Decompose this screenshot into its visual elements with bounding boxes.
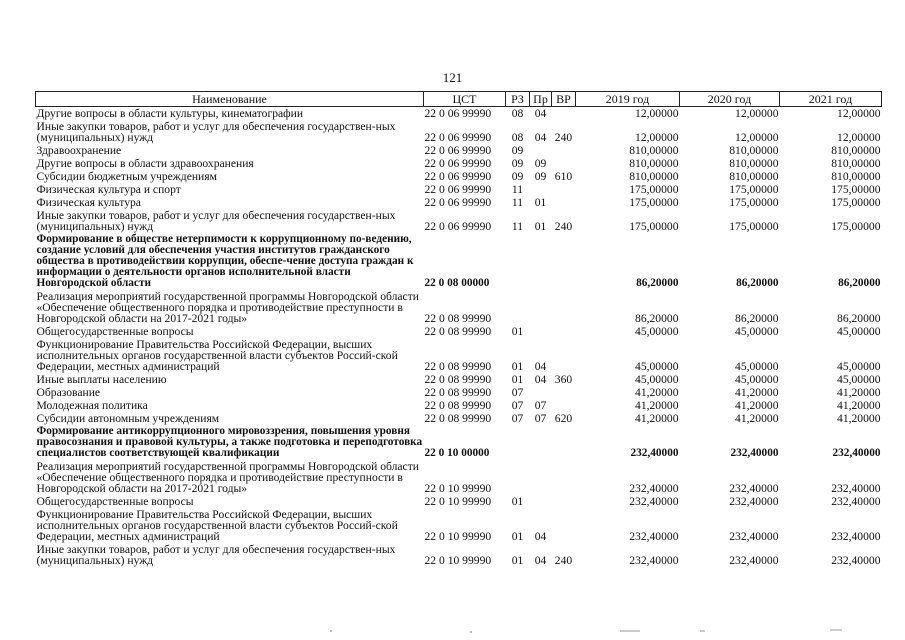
cell-pr: 01	[534, 220, 547, 233]
cell-pr: 04	[534, 360, 547, 373]
table-row	[36, 338, 882, 373]
cell-rz: 09	[511, 170, 524, 183]
cell-pr	[530, 325, 552, 338]
cell-pr	[530, 386, 552, 399]
cell-2021: 86,20000	[838, 277, 881, 289]
cell-vr	[552, 107, 576, 121]
cell-2019: 86,20000	[636, 277, 679, 289]
header-name: Наименование	[36, 92, 424, 107]
cell-vr: 610	[554, 170, 573, 183]
cell-name: Общегосударственные вопросы	[36, 495, 194, 508]
cell-vr	[552, 338, 576, 373]
cell-2020: 810,00000	[729, 170, 779, 183]
cell-name: Субсидии бюджетным учреждениям	[36, 170, 217, 183]
table-row	[36, 460, 882, 495]
header-vr: ВР	[552, 92, 576, 107]
cell-name: Иные выплаты населению	[36, 373, 167, 386]
cell-2019: 12,00000	[635, 107, 679, 120]
cell-rz: 07	[511, 399, 524, 412]
cell-vr	[552, 144, 576, 157]
cell-2020: 12,00000	[735, 107, 779, 120]
table-row	[36, 144, 882, 157]
cell-2020: 41,20000	[735, 412, 779, 425]
cell-rz	[506, 290, 530, 325]
cell-vr	[552, 460, 576, 495]
cell-2019: 232,40000	[629, 554, 679, 567]
budget-table	[35, 91, 882, 567]
cell-vr	[552, 157, 576, 170]
cell-csr: 22 0 06 99990	[424, 107, 492, 120]
cell-vr	[552, 183, 576, 196]
cell-pr	[530, 495, 552, 508]
cell-pr: 09	[534, 170, 547, 183]
cell-2020: 232,40000	[729, 495, 779, 508]
cell-2019: 175,00000	[629, 196, 679, 209]
cell-csr: 22 0 08 99990	[424, 399, 492, 412]
cell-2020: 175,00000	[729, 220, 779, 233]
cell-pr: 04	[534, 554, 547, 567]
cell-vr	[552, 386, 576, 399]
cell-vr	[552, 325, 576, 338]
table-body	[36, 107, 882, 568]
cell-name: Иные закупки товаров, работ и услуг для обеспечения государствен-ных (муниципальных) нужд	[36, 209, 396, 233]
table-row	[36, 157, 882, 170]
table-row	[36, 543, 882, 567]
table-row	[36, 107, 882, 121]
cell-2020: 86,20000	[735, 312, 779, 325]
cell-csr: 22 0 08 00000	[424, 277, 490, 289]
cell-2020: 232,40000	[729, 482, 779, 495]
cell-name: Функционирование Правительства Российской Федерации, высших исполнительных органов государственной власти субъектов Россий-ской Федерации, местных администраций	[36, 508, 398, 543]
cell-pr: 04	[534, 107, 547, 120]
cell-2019: 810,00000	[629, 157, 679, 170]
header-pr: Пр	[530, 92, 552, 107]
cell-rz: 08	[511, 107, 524, 120]
table-row	[36, 290, 882, 325]
cell-vr	[552, 233, 576, 290]
cell-rz: 09	[511, 144, 524, 157]
cell-name: Формирование в обществе нетерпимости к коррупционному по-ведению, создание условий для обеспечения участия институтов гражданского общества в противодействии коррупции, обеспе-чение доступа граждан к информации о деятельности органов исполнительной власти Новгородской области	[36, 233, 414, 289]
cell-2020: 45,00000	[735, 373, 779, 386]
cell-2019: 12,00000	[635, 131, 679, 144]
cell-rz: 01	[511, 495, 524, 508]
cell-2019: 232,40000	[629, 530, 679, 543]
table-row	[36, 373, 882, 386]
cell-csr: 22 0 10 00000	[424, 447, 490, 459]
cell-2021: 41,20000	[837, 386, 881, 399]
cell-name: Физическая культура и спорт	[36, 183, 181, 196]
header-rz: РЗ	[506, 92, 530, 107]
table-row	[36, 412, 882, 425]
cell-2021: 232,40000	[831, 530, 881, 543]
table-header	[36, 92, 882, 107]
cell-2021: 175,00000	[831, 220, 881, 233]
cell-pr	[530, 460, 552, 495]
header-row	[36, 92, 882, 107]
cell-2021: 175,00000	[831, 183, 881, 196]
cell-pr: 04	[534, 131, 547, 144]
cell-vr	[552, 508, 576, 543]
cell-csr: 22 0 06 99990	[424, 131, 492, 144]
cell-pr: 01	[534, 196, 547, 209]
cell-csr: 22 0 08 99990	[424, 312, 492, 325]
cell-2021: 45,00000	[837, 325, 881, 338]
table-row	[36, 196, 882, 209]
cell-csr: 22 0 10 99990	[424, 530, 492, 543]
cell-csr: 22 0 10 99990	[424, 482, 492, 495]
cell-2020: 41,20000	[735, 399, 779, 412]
cell-csr: 22 0 06 99990	[424, 183, 492, 196]
cell-rz: 11	[511, 196, 524, 209]
table-row	[36, 170, 882, 183]
cell-2019: 45,00000	[635, 373, 679, 386]
cell-vr: 620	[554, 412, 573, 425]
cell-rz	[506, 460, 530, 495]
cell-name: Формирование антикоррупционного мировоззрения, повышения уровня правосознания и правовой культуры, а также подготовка и переподготовка специалистов соответствующей квалификации	[36, 425, 423, 459]
cell-2021: 45,00000	[837, 360, 881, 373]
cell-csr: 22 0 08 99990	[424, 412, 492, 425]
table-row	[36, 386, 882, 399]
cell-2020: 45,00000	[735, 325, 779, 338]
cell-rz: 01	[511, 373, 524, 386]
cell-2020: 232,40000	[729, 530, 779, 543]
cell-vr: 360	[554, 373, 573, 386]
cell-2019: 45,00000	[635, 360, 679, 373]
cell-2019: 810,00000	[629, 170, 679, 183]
cell-rz: 09	[511, 157, 524, 170]
cell-csr: 22 0 08 99990	[424, 325, 492, 338]
cell-2019: 41,20000	[635, 386, 679, 399]
cell-2021: 810,00000	[831, 157, 881, 170]
table-row	[36, 209, 882, 233]
table-row	[36, 233, 882, 290]
cell-pr	[530, 183, 552, 196]
cell-name: Функционирование Правительства Российской Федерации, высших исполнительных органов государственной власти субъектов Россий-ской Федерации, местных администраций	[36, 338, 398, 373]
cell-name: Иные закупки товаров, работ и услуг для обеспечения государствен-ных (муниципальных) нужд	[36, 120, 396, 144]
cell-2020: 232,40000	[729, 554, 779, 567]
header-csr: ЦСТ	[424, 92, 506, 107]
cell-csr: 22 0 08 99990	[424, 360, 492, 373]
cell-2021: 232,40000	[831, 554, 881, 567]
cell-2020: 41,20000	[735, 386, 779, 399]
cell-name: Иные закупки товаров, работ и услуг для обеспечения государствен-ных (муниципальных) нужд	[36, 543, 396, 567]
cell-rz: 07	[511, 386, 524, 399]
cell-2021: 41,20000	[837, 412, 881, 425]
cell-vr	[552, 399, 576, 412]
table-row	[36, 508, 882, 543]
cell-2019: 175,00000	[629, 183, 679, 196]
cell-2020: 810,00000	[729, 157, 779, 170]
cell-rz: 08	[511, 131, 524, 144]
cell-2021: 86,20000	[837, 312, 881, 325]
cell-rz	[506, 425, 530, 460]
cell-2019: 232,40000	[629, 495, 679, 508]
cell-vr	[552, 495, 576, 508]
cell-2020: 810,00000	[729, 144, 779, 157]
cell-name: Молодежная политика	[36, 399, 148, 412]
table-row	[36, 183, 882, 196]
cell-rz: 11	[511, 220, 524, 233]
cell-name: Другие вопросы в области культуры, кинематографии	[36, 107, 304, 120]
cell-2021: 810,00000	[831, 144, 881, 157]
cell-pr: 07	[534, 399, 547, 412]
cell-csr: 22 0 06 99990	[424, 144, 492, 157]
cell-name: Образование	[36, 386, 101, 399]
cell-pr	[530, 290, 552, 325]
cell-csr: 22 0 10 99990	[424, 554, 492, 567]
cell-pr	[530, 144, 552, 157]
cell-2019: 232,40000	[630, 447, 679, 459]
cell-2021: 232,40000	[832, 447, 881, 459]
cell-rz: 01	[511, 554, 524, 567]
cell-pr: 04	[534, 373, 547, 386]
cell-vr: 240	[554, 220, 573, 233]
cell-2019: 41,20000	[635, 412, 679, 425]
cell-2020: 12,00000	[735, 131, 779, 144]
cell-name: Здравоохранение	[36, 144, 122, 157]
table-row	[36, 325, 882, 338]
cell-2020: 232,40000	[730, 447, 779, 459]
cell-2019: 175,00000	[629, 220, 679, 233]
cell-pr: 04	[534, 530, 547, 543]
cell-rz: 07	[511, 412, 524, 425]
cell-2021: 12,00000	[837, 131, 881, 144]
cell-pr: 09	[534, 157, 547, 170]
cell-csr: 22 0 06 99990	[424, 170, 492, 183]
cell-2020: 175,00000	[729, 196, 779, 209]
cell-rz	[506, 233, 530, 290]
cell-vr	[552, 196, 576, 209]
cell-2020: 86,20000	[736, 277, 779, 289]
cell-vr	[552, 425, 576, 460]
scan-edge-marks	[0, 628, 905, 636]
cell-2021: 810,00000	[831, 170, 881, 183]
cell-2021: 45,00000	[837, 373, 881, 386]
header-2019: 2019 год	[576, 92, 680, 107]
cell-vr	[552, 290, 576, 325]
cell-rz: 11	[511, 183, 524, 196]
cell-2019: 86,20000	[635, 312, 679, 325]
cell-name: Реализация мероприятий государственной программы Новгородской области «Обеспечение общественного порядка и противодействие преступности в Новгородской области на 2017-2021 годы»	[36, 290, 419, 325]
cell-2020: 175,00000	[729, 183, 779, 196]
header-2021: 2021 год	[780, 92, 882, 107]
table-row	[36, 120, 882, 144]
cell-csr: 22 0 08 99990	[424, 386, 492, 399]
cell-2020: 45,00000	[735, 360, 779, 373]
cell-2021: 232,40000	[831, 495, 881, 508]
cell-csr: 22 0 06 99990	[424, 157, 492, 170]
cell-name: Общегосударственные вопросы	[36, 325, 194, 338]
cell-2019: 232,40000	[629, 482, 679, 495]
cell-name: Другие вопросы в области здравоохранения	[36, 157, 254, 170]
cell-pr	[530, 425, 552, 460]
header-2020: 2020 год	[680, 92, 780, 107]
table-row	[36, 495, 882, 508]
table-row	[36, 399, 882, 412]
cell-rz: 01	[511, 360, 524, 373]
cell-rz: 01	[511, 325, 524, 338]
cell-2019: 45,00000	[635, 325, 679, 338]
cell-rz: 01	[511, 530, 524, 543]
cell-2019: 41,20000	[635, 399, 679, 412]
page-number: 121	[442, 70, 463, 85]
cell-csr: 22 0 10 99990	[424, 495, 492, 508]
cell-csr: 22 0 06 99990	[424, 220, 492, 233]
cell-2021: 175,00000	[831, 196, 881, 209]
cell-2021: 232,40000	[831, 482, 881, 495]
cell-name: Субсидии автономным учреждениям	[36, 412, 220, 425]
table-row	[36, 425, 882, 460]
cell-2019: 810,00000	[629, 144, 679, 157]
cell-name: Физическая культура	[36, 196, 141, 209]
cell-2021: 41,20000	[837, 399, 881, 412]
cell-vr: 240	[554, 131, 573, 144]
cell-vr: 240	[554, 554, 573, 567]
cell-csr: 22 0 06 99990	[424, 196, 492, 209]
cell-pr	[530, 233, 552, 290]
cell-csr: 22 0 08 99990	[424, 373, 492, 386]
cell-2021: 12,00000	[837, 107, 881, 120]
cell-name: Реализация мероприятий государственной программы Новгородской области «Обеспечение общественного порядка и противодействие преступности в Новгородской области на 2017-2021 годы»	[36, 460, 419, 495]
cell-pr: 07	[534, 412, 547, 425]
